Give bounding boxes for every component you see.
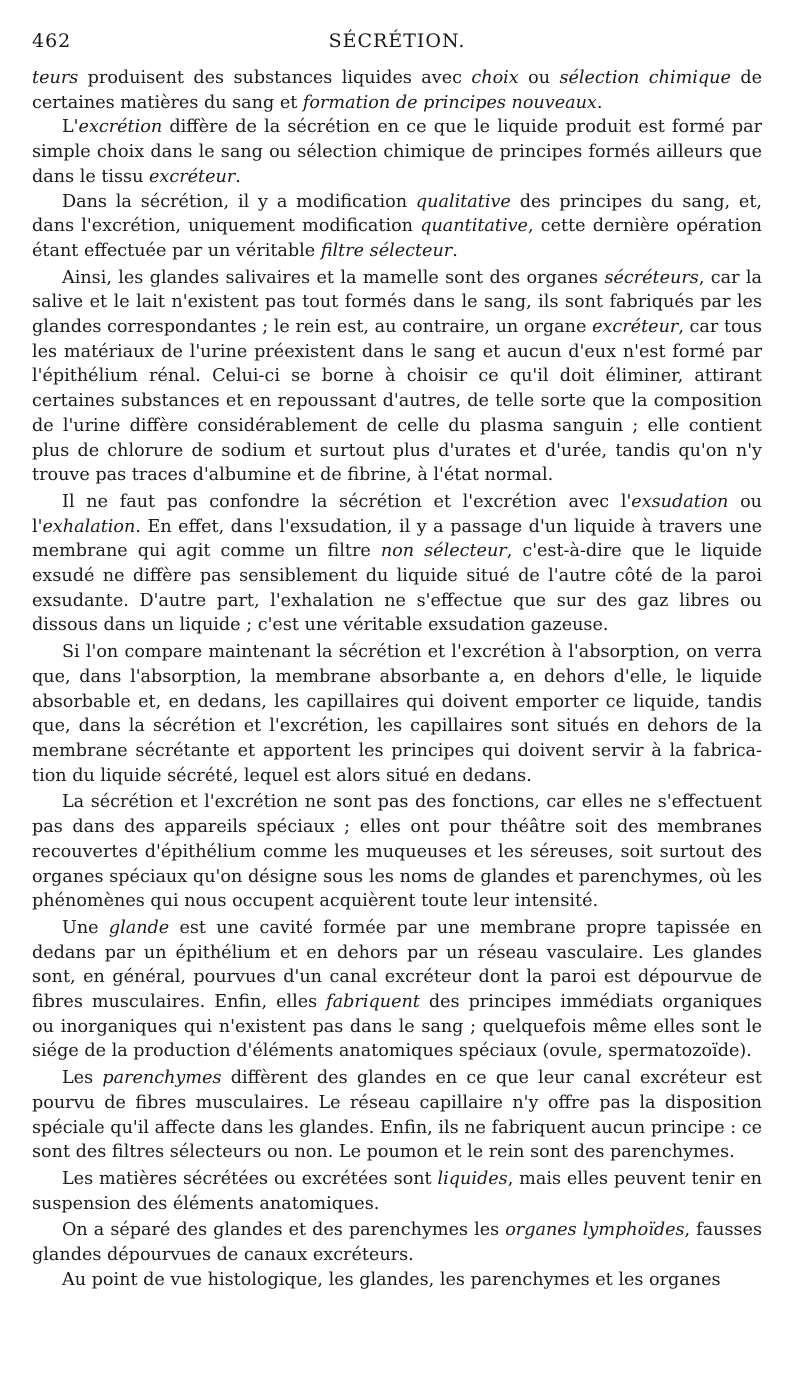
paragraph-parenchymes [32,1066,762,1165]
text-run: , car la salive et le lait n'existent pas tout formés dans le sang, ils sont fabriqués par les glandes correspondantes ; le rein est, au contraire, un organe [32,267,762,338]
paragraph-absorption [32,640,762,788]
text-run: ou [518,68,560,88]
italic-text-run: choix [471,68,519,88]
italic-text-run: sécréteurs [604,267,699,288]
paragraph-histologique [32,1268,762,1293]
paragraph-lymphoides [32,1218,762,1267]
italic-text-run: parenchymes [102,1068,222,1089]
paragraph-qualitative-quantitative [32,190,762,264]
text-run: On a séparé des glandes et des parenchymes les [62,1220,506,1241]
running-title: SÉCRÉTION. [328,30,466,52]
paragraph-glande [32,916,762,1064]
page-header [32,30,762,66]
text-run: . [452,240,458,261]
text-run: ou l' [32,491,762,537]
paragraph-continuation [32,66,762,115]
italic-text-run: formation de principes nouveaux [302,92,597,113]
text-run: , mais elles peuvent tenir en suspension des éléments anatomiques. [32,1168,762,1214]
paragraph-exsudation [32,490,762,638]
text-run: diffèrent des glandes en ce que leur canal excréteur est pourvu de fibres musculaires. Le réseau capillaire n'y offre pas la disposition spéciale qu'il affecte dans les glandes. Enfin, ils ne fabriquent aucun principe : ce sont des filtres sélecteurs ou non. Le poumon et le rein sont des parenchymes. [32,1068,762,1163]
italic-text-run: excréteur [149,166,236,187]
text-run: des principes du sang, et, dans l'excrétion, uniquement modification [32,191,762,237]
text-run: Les [62,1068,103,1089]
text-run: , fausses glandes dépourvues de canaux excréteurs. [32,1220,762,1266]
italic-text-run: teurs [32,68,79,88]
italic-text-run: excréteur [592,317,679,338]
text-run: Dans la sécrétion, il y a modification [62,191,416,212]
paragraph-salivary-glands [32,266,762,488]
text-run: de certaines matières du sang et [32,68,762,113]
text-run: des principes immédiats organiques ou inorganiques qui n'existent pas dans le sang ; quelquefois même elles sont le siége de la production d'éléments anatomiques spéciaux (ovule, spermatozoïde). [32,992,762,1062]
paragraph-liquides [32,1167,762,1216]
page-number: 462 [32,30,72,52]
italic-text-run: filtre sélecteur [320,240,453,261]
text-run: diffère de la sécrétion en ce que le liquide produit est formé par simple choix dans le sang ou sélection chimique de principes formés ailleurs que dans le tissu [32,117,762,187]
text-run: Les matières sécrétées ou excrétées sont [62,1168,438,1189]
text-run: Au point de vue histologique, les glandes, les parenchymes et les organes [62,1269,721,1290]
italic-text-run: liquides [437,1168,508,1189]
paragraph-excretion-definition [32,115,762,189]
text-run: Ainsi, les glandes salivaires et la mamelle sont des organes [62,267,605,288]
text-run: Il ne faut pas confondre la sécrétion et l'excrétion avec l' [62,491,632,512]
italic-text-run: organes lymphoïdes [505,1220,685,1241]
text-run: . En effet, dans l'exsudation, il y a passage d'un liquide à travers une membrane qui agit comme un filtre [32,516,762,562]
text-run: est une cavité formée par une membrane propre tapissée en dedans par un épithélium et en dehors par un réseau vasculaire. Les glandes sont, en général, pourvues d'un canal excréteur dont la paroi est dépourvue de fibres musculaires. Enfin, elles [32,917,763,1013]
italic-text-run: sélection chimique [559,68,731,88]
text-run: La sécrétion et l'excrétion ne sont pas des fonctions, car elles ne s'effectuent pas dans des appareils spéciaux ; elles ont pour théâtre soit des membranes recouvertes d'épithélium comme les muqueuses et les séreuses, soit surtout des organes spéciaux qu'on désigne sous les noms de glandes et parenchymes, où les phénomènes qui nous occupent acquièrent toute leur intensité. [32,792,762,912]
paragraph-functions [32,790,762,914]
text-run: , car tous les matériaux de l'urine préexistent dans le sang et aucun d'eux n'est formé par l'épithélium rénal. Celui-ci se borne à choisir ce qu'il doit éliminer, attirant certaines substances et en repoussant d'autres, de telle sorte que la composition de l'urine diffère considérablement de celle du plasma sanguin ; elle contient plus de chlorure de sodium et surtout plus d'urates et d'urée, tandis qu'on n'y trouve pas traces d'albumine et de fibrine, à l'état normal. [32,317,762,486]
body-text [32,66,762,1292]
italic-text-run: non sélecteur [380,541,507,562]
italic-text-run: excrétion [78,117,163,138]
text-run: L' [62,117,79,138]
text-run: , c'est-à-dire que le liquide exsudé ne diffère pas sensiblement du liquide situé de l'autre côté de la paroi exsudante. D'autre part, l'exhalation ne s'effectue que sur des gaz libres ou dissous dans un liquide ; c'est une véritable exsudation gazeuse. [32,541,762,636]
text-run: , cette dernière opération étant effectuée par un véritable [32,216,762,261]
text-run: Une [62,917,109,938]
italic-text-run: qualitative [415,191,511,212]
italic-text-run: exsudation [631,491,729,512]
italic-text-run: glande [108,917,170,938]
text-run: produisent des substances liquides avec [78,68,472,88]
italic-text-run: exhalation [42,516,136,537]
text-run: Si l'on compare maintenant la sécrétion et l'excrétion à l'absorption, on verra que, dans l'absorption, la membrane absorbante a, en dehors d'elle, le liquide absorbable et, en dedans, les capillaires qui doivent emporter ce liquide, tandis que, dans la sécrétion et l'excrétion, les capillaires sont situés en dehors de la membrane sécrétante et apportent les principes qui doivent servir à la fabrication du liquide sécrété, lequel est alors situé en dedans. [32,642,762,786]
text-run: . [235,166,241,187]
italic-text-run: fabriquent [326,992,420,1013]
text-run: . [596,92,603,113]
italic-text-run: quantitative [420,216,528,237]
